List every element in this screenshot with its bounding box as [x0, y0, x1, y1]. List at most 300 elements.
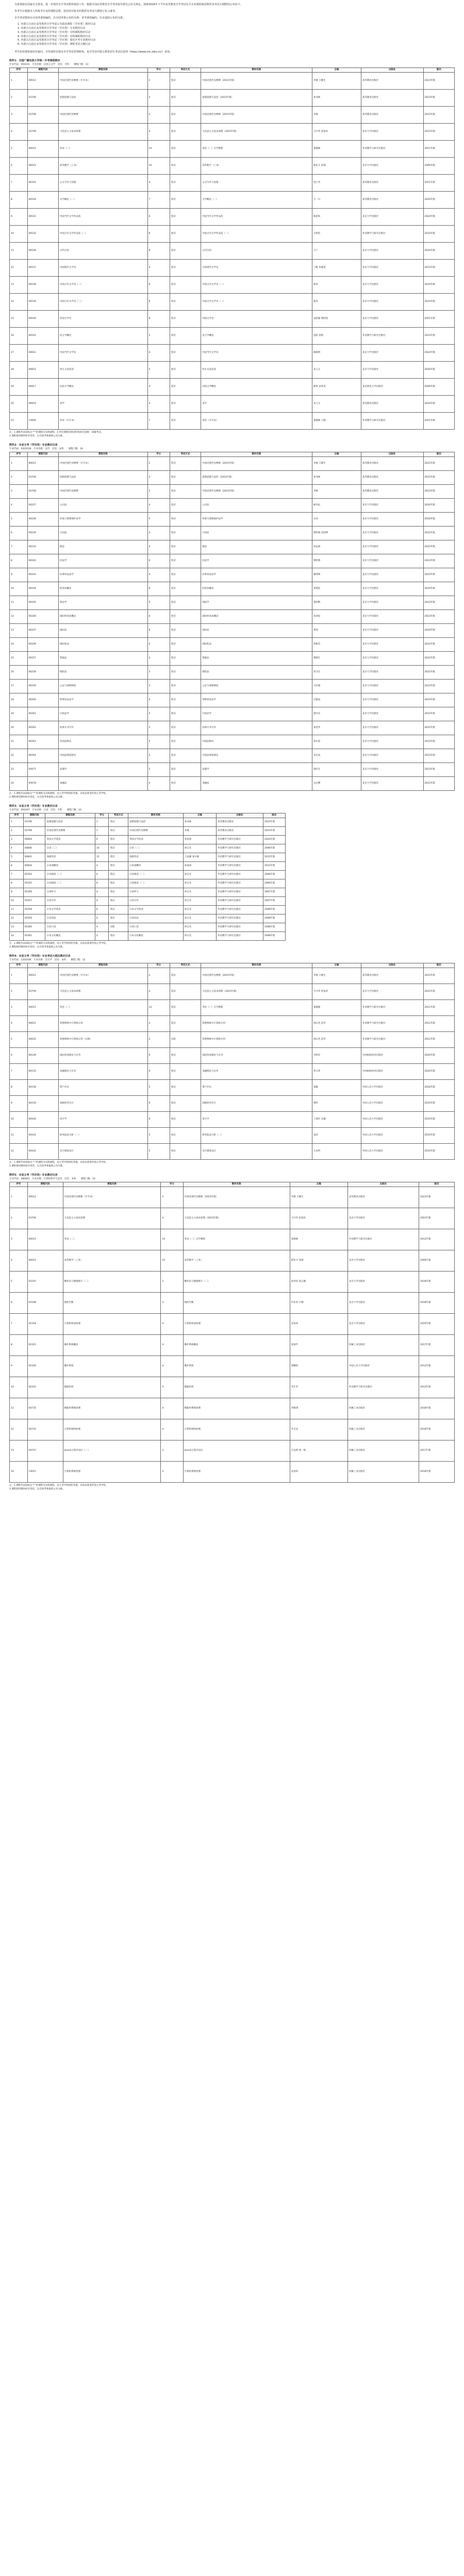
table-cell: 笔试 — [170, 707, 201, 721]
table-cell: 00249 — [27, 638, 58, 652]
table-cell: 北京大学出版社 — [361, 582, 423, 596]
table-cell: 计算机系统原理 — [63, 1462, 161, 1483]
table-cell: 4 — [147, 693, 170, 707]
table-row — [10, 1000, 455, 1016]
table-cell: 04741 — [27, 1419, 63, 1440]
table-row — [10, 1335, 455, 1356]
table-cell: 1 — [10, 1187, 28, 1208]
table-cell: 03706 — [27, 471, 58, 485]
table-cell: 2019年版 — [423, 1096, 454, 1112]
intro-paragraph: 各考生应根据本人所报考专业的课程安排，选用对应版本的教材及考试大纲进行复习备考。 — [14, 9, 118, 13]
column-header: 版次 — [263, 814, 285, 818]
table-cell: 11 — [10, 1398, 28, 1419]
table-cell: 高等数学（工本） — [183, 1250, 290, 1272]
table-row — [10, 1208, 455, 1229]
table-row — [10, 879, 286, 888]
table-cell: 卫兴华 赵家祥 — [290, 1208, 347, 1229]
table-row — [10, 1314, 455, 1335]
table-cell: 3 — [10, 836, 24, 844]
table-row — [10, 485, 455, 499]
table-cell: 数据结构 — [63, 1377, 161, 1398]
table-cell: 00812 — [27, 345, 58, 362]
table-cell: 00844 — [23, 862, 45, 871]
table-cell: 笔试 — [170, 624, 201, 638]
table-cell: 4 — [161, 1335, 183, 1356]
attachment-item: 3. 内蒙古自治区高等教育自学考试（学历类）专科课程教材目录 — [18, 30, 91, 34]
table-cell: 笔试 — [170, 485, 201, 499]
table-cell: 经济法概论 — [58, 582, 147, 596]
table-header-row — [10, 68, 455, 73]
table-cell: 陈惇 孙景尧 — [312, 379, 361, 396]
table-cell: 2024年版 — [423, 582, 454, 596]
table-cell: 笔试 — [170, 209, 201, 226]
table-cell: 2008年版 — [263, 932, 285, 941]
table-row — [10, 596, 455, 610]
table-cell: 日语语法 — [45, 914, 95, 923]
table-cell: 中国人民大学出版社 — [347, 1356, 419, 1377]
table-cell: 外语教学与研究出版社 — [216, 853, 263, 862]
table-cell: 思想道德与法治（2023年版） — [201, 90, 312, 107]
table-cell: 笔试 — [170, 1096, 201, 1112]
table-cell: 6 — [10, 1048, 28, 1064]
section-meta: 专业代码：050101 专业名称：汉语言文学 层次：专科 课程门数：13 — [9, 63, 89, 66]
table-cell: 24 — [10, 777, 28, 791]
table-cell: 王一川 — [312, 192, 361, 209]
table-cell: 王本哲 — [312, 1144, 361, 1160]
table-cell: 00149 — [27, 1048, 58, 1064]
table-cell: 笔试 — [170, 1064, 201, 1080]
table-cell: 张敬源 — [312, 141, 361, 158]
table-cell: 00244 — [27, 582, 58, 596]
table-cell: 6 — [95, 879, 109, 888]
table-cell: 2023年版 — [423, 693, 454, 707]
intro-paragraph: 自学考试教材由全国考委组编的，以全国考委公布的为准；省考委组编的，以本通知公布的为准。 — [14, 16, 126, 20]
table-cell: 00261 — [27, 707, 58, 721]
table-cell: 4 — [95, 923, 109, 932]
table-cell: 4 — [95, 932, 109, 941]
table-cell: 14 — [10, 932, 24, 941]
table-cell: 2022年版 — [423, 721, 454, 735]
table-cell: 4 — [10, 499, 28, 513]
table-cell: 资产评估 — [58, 1080, 147, 1096]
table-row — [10, 1356, 455, 1377]
table-cell: 资产评估 — [201, 1080, 312, 1096]
table-cell: 外语教学与研究出版社 — [361, 328, 423, 345]
table-row — [10, 209, 455, 226]
table-cell: 北京大学出版社 — [361, 666, 423, 680]
table-cell: 英语（二） — [58, 1000, 147, 1016]
table-cell: 孙宗光 — [183, 897, 216, 906]
table-cell: 中国古代文学作品选（一） — [58, 226, 147, 243]
column-header: 学分 — [161, 1182, 183, 1187]
table-cell: 6 — [10, 1293, 28, 1314]
table-cell: 3 — [10, 1229, 28, 1250]
table-cell: 4 — [147, 540, 170, 554]
table-cell: 00531 — [27, 209, 58, 226]
section-notes — [9, 1161, 455, 1168]
table-cell: 中国古代文学史（二） — [58, 294, 147, 311]
table-cell: 机械工业出版社 — [347, 1398, 419, 1419]
table-row — [10, 984, 455, 1000]
table-cell: 2 — [147, 1032, 170, 1048]
table-cell: 05678 — [27, 777, 58, 791]
table-cell: 中国近现代史纲要 — [128, 827, 183, 836]
table-cell: 13 — [10, 277, 28, 294]
table-cell: 饶士奇 — [312, 175, 361, 192]
table-row — [10, 311, 455, 328]
table-cell: 2012年版 — [263, 862, 285, 871]
table-cell: 计算机系统原理 — [183, 1462, 290, 1483]
table-cell: 13015 — [27, 1462, 63, 1483]
table-cell: 日语语法 — [128, 914, 183, 923]
table-cell: 马克思主义基本原理 — [58, 984, 147, 1000]
table-cell: 北京大学出版社 — [361, 345, 423, 362]
table-cell: 中国人民大学出版社 — [361, 1080, 423, 1096]
column-header: 考试方式 — [170, 68, 201, 73]
table-row — [10, 1398, 455, 1419]
table-cell: 00819 — [27, 396, 58, 413]
table-cell: 北京大学出版社 — [347, 1208, 419, 1229]
table-cell: 民法学 — [201, 554, 312, 568]
column-header: 教材名称 — [201, 963, 312, 968]
table-cell: 国际私法 — [58, 638, 147, 652]
table-cell: 03708 — [23, 827, 45, 836]
table-cell: 2007年版 — [263, 897, 285, 906]
column-header: 课程代码 — [23, 814, 45, 818]
table-cell: 05358 — [23, 906, 45, 914]
table-cell: 张琼声 — [290, 1335, 347, 1356]
table-cell: 00840 — [23, 844, 45, 853]
table-cell: 吴志攀 — [312, 777, 361, 791]
table-cell: 刑法学 — [58, 596, 147, 610]
table-cell: 孙宗光 — [183, 923, 216, 932]
note-line: 2.课程使用教材如有变化，以全国考委最新公布为准。 — [9, 435, 65, 438]
table-row — [10, 749, 455, 763]
table-cell: 05360 — [23, 923, 45, 932]
table-cell: 国际贸易理论与实务 — [58, 1048, 147, 1064]
table-cell: 6 — [10, 158, 28, 175]
table-cell: 17 — [10, 680, 28, 693]
table-cell: 10 — [161, 1250, 183, 1272]
table-cell: 02198 — [27, 1293, 63, 1314]
table-cell: 外语教学与研究出版社 — [361, 226, 423, 243]
table-cell: 2023年版 — [423, 707, 454, 721]
table-cell: 税法 — [201, 540, 312, 554]
table-cell: 国际经济法概论 — [201, 610, 312, 624]
table-cell: 2008年版 — [263, 906, 285, 914]
table-cell: 法理学 — [201, 763, 312, 777]
intro-closing: 考生如对教材使用有疑问，可咨询所在盟市自学考试管理机构，也可登录内蒙古教育招生考试信息网（https://www.nm.zsks.cn/）查询。 — [14, 50, 172, 54]
table-cell: 00536 — [27, 243, 58, 260]
section-3 — [9, 805, 455, 950]
table-cell: 2 — [10, 1208, 28, 1229]
table-cell: 周山芙 赵苹 — [312, 1016, 361, 1032]
table-cell: 2023年版 — [423, 457, 454, 471]
table-cell: 10 — [10, 1377, 28, 1398]
table-cell: 00159 — [27, 1096, 58, 1112]
table-cell: 高等教育出版社 — [361, 485, 423, 499]
table-cell: 笔试 — [170, 73, 201, 90]
table-cell: 3 — [147, 652, 170, 666]
table-cell: 笔试 — [170, 90, 201, 107]
table-cell: 袁春风 — [290, 1314, 347, 1335]
table-row — [10, 735, 455, 749]
table-row — [10, 243, 455, 260]
table-cell: 高等教育出版社 — [361, 471, 423, 485]
table-cell: 00264 — [27, 749, 58, 763]
table-cell: 英国文学选读 — [128, 836, 183, 844]
table-cell: 4 — [161, 1356, 183, 1377]
table-cell: 13 — [10, 624, 28, 638]
table-cell: 00538 — [27, 277, 58, 294]
table-cell: 英语（二） — [58, 141, 147, 158]
table-cell: 05356 — [23, 888, 45, 897]
table-cell: 高等教育出版社 — [361, 90, 423, 107]
table-cell: 外语教学与研究出版社 — [361, 1000, 423, 1016]
table-cell: 2024年版 — [423, 345, 454, 362]
table-cell: 笔试 — [170, 1112, 201, 1128]
table-cell: 外语教学与研究出版社 — [216, 923, 263, 932]
table-cell: 方智范 — [312, 226, 361, 243]
table-cell: 笔试 — [170, 1144, 201, 1160]
table-cell: 周旺生 — [312, 763, 361, 777]
table-cell: 北京大学出版社 — [361, 294, 423, 311]
table-cell: 2019年版 — [423, 1112, 454, 1128]
table-cell: 2023年版 — [423, 107, 454, 124]
table-cell: 05354 — [23, 871, 45, 879]
table-cell: 14 — [10, 638, 28, 652]
column-header: 序号 — [10, 814, 24, 818]
table-cell: 高等数学（工本） — [63, 1250, 161, 1272]
table-cell: 经济法概论 — [201, 582, 312, 596]
section-title: 附件2：本省主考（学历类）专业教材目录 — [9, 443, 58, 447]
table-cell: 潘剑锋 — [312, 568, 361, 582]
table-cell: 00537 — [27, 260, 58, 277]
table-cell: 申亚男 卢刚 — [290, 1293, 347, 1314]
table-cell: 6 — [147, 277, 170, 294]
table-cell: 4 — [147, 1016, 170, 1032]
table-cell: 汪建成 — [312, 693, 361, 707]
table-cell: 笔试 — [170, 107, 201, 124]
table-cell: 12 — [10, 1419, 28, 1440]
table-cell: 中国人民大学出版社 — [361, 1112, 423, 1128]
table-cell: 00257 — [27, 652, 58, 666]
table-cell: 公证与律师制度 — [201, 680, 312, 693]
column-header: 版次 — [423, 452, 454, 457]
column-header: 学分 — [95, 814, 109, 818]
table-cell: 2024年版 — [423, 209, 454, 226]
table-cell: 日语阅读（二） — [45, 879, 95, 888]
table-cell: 2017年版 — [419, 1335, 454, 1356]
table-cell: 冷柏军 — [312, 1048, 361, 1064]
table-cell: 日语（二） — [128, 844, 183, 853]
section-title: 附件1：全国广播电视大学统一开考课程教材 — [9, 59, 60, 62]
table-cell: 00246 — [27, 610, 58, 624]
table-cell: 外国法制史 — [58, 735, 147, 749]
table-cell: 00604 — [23, 836, 45, 844]
table-cell: 12 — [10, 1144, 28, 1160]
table-cell: 外语教学与研究出版社 — [216, 879, 263, 888]
table-cell: 03706 — [23, 818, 45, 827]
column-header: 课程代码 — [27, 1182, 63, 1187]
table-cell: 笔试 — [170, 596, 201, 610]
table-row — [10, 294, 455, 311]
table-cell: 00245 — [27, 596, 58, 610]
table-cell: 外语教学与研究出版社 — [347, 1377, 419, 1398]
table-cell: 北京大学出版社 — [361, 707, 423, 721]
table-row — [10, 513, 455, 527]
table-cell: 3 — [161, 1272, 183, 1293]
note-line: 注：1.课程代码前标注“*”的课程为实践课程，由主考学校组织考核，具体安排请咨询主考学校。 — [9, 792, 108, 795]
table-cell: 徐孟洲 — [312, 540, 361, 554]
table-cell: 李全龙 — [290, 1419, 347, 1440]
table-cell: 保险法 — [58, 666, 147, 680]
table-cell: 中国近现代史纲要（2023年版） — [201, 457, 312, 471]
table-cell: 19 — [10, 707, 28, 721]
table-row — [10, 1187, 455, 1208]
table-cell: 外语教学与研究出版社 — [216, 844, 263, 853]
table-cell: 笔试 — [170, 693, 201, 707]
table-row — [10, 836, 286, 844]
table-row — [10, 763, 455, 777]
table-cell: 民事诉讼法学 — [58, 568, 147, 582]
table-cell: 北京大学出版社 — [361, 777, 423, 791]
table-cell: 1 — [10, 73, 28, 90]
attachment-item: 2. 内蒙古自治区高等教育自学考试（学历类）专业教材目录 — [18, 27, 86, 30]
table-cell: 笔试 — [170, 652, 201, 666]
table-cell: 笔试 — [109, 897, 128, 906]
table-cell: 11 — [10, 1128, 28, 1144]
table-cell: 中国近现代史纲要 — [58, 485, 147, 499]
table-cell: 税法 — [58, 540, 147, 554]
table-cell: 北京大学出版社 — [361, 260, 423, 277]
table-cell: 中国财政经济出版社 — [361, 1048, 423, 1064]
table-cell: 2023年版 — [423, 749, 454, 763]
table-cell: 7 — [10, 1314, 28, 1335]
table-cell: 2012年版 — [423, 1016, 454, 1032]
table-cell: 5 — [10, 141, 28, 158]
table-cell: 郭明瑞 房绍坤 — [312, 527, 361, 540]
table-cell: 张伯香 — [183, 836, 216, 844]
table-cell: 16 — [10, 666, 28, 680]
table-cell: 孙宗光 — [183, 914, 216, 923]
table-cell: 北京大学出版社 — [361, 721, 423, 735]
table-cell: 6 — [10, 862, 24, 871]
table-cell: 日本文学选读 — [45, 906, 95, 914]
table-cell: 00529 — [27, 192, 58, 209]
table-cell: 5 — [147, 735, 170, 749]
table-cell: 4 — [161, 1377, 183, 1398]
table-cell: 外语教学与研究出版社 — [216, 888, 263, 897]
table-cell: 陈兆斗 高瑞 — [290, 1250, 347, 1272]
table-cell: 00012 — [27, 73, 58, 90]
table-row — [10, 379, 455, 396]
table-cell: 北京大学出版社 — [361, 610, 423, 624]
table-cell: 思想道德与法治 — [58, 90, 147, 107]
table-cell: 00230 — [27, 527, 58, 540]
table-cell: 3 — [95, 818, 109, 827]
table-cell: 03706 — [27, 90, 58, 107]
table-cell: 中国近现代史纲要（2023年版） — [183, 1187, 290, 1208]
table-cell: 中国近现代史纲要（2023年版） — [201, 73, 312, 90]
table-row — [10, 1250, 455, 1272]
table-cell: 高等数学（工本） — [58, 158, 147, 175]
table-cell: 2023年版 — [423, 260, 454, 277]
table-cell: 张敬源 — [312, 1000, 361, 1016]
table-cell: 李雁翎 — [290, 1398, 347, 1419]
table-cell: 北京大学出版社 — [347, 1314, 419, 1335]
table-cell: 黄瑶 — [312, 624, 361, 638]
table-cell: 23 — [10, 763, 28, 777]
table-cell: 00242 — [27, 554, 58, 568]
table-cell: 郭明瑞 — [312, 554, 361, 568]
table-cell: 外国法制史 — [201, 735, 312, 749]
note-line: 注：1.课程代码前标注“*”的课程为实践课程，由主考学校组织考核，具体安排请咨询主考学校。 — [9, 942, 108, 945]
table-cell: 2020年版 — [423, 1064, 454, 1080]
table-cell: 00228 — [27, 513, 58, 527]
table-cell: 高等教育出版社 — [361, 457, 423, 471]
table-cell: 00541 — [27, 328, 58, 345]
table-cell: 中国人民大学出版社 — [361, 1144, 423, 1160]
column-header: 版次 — [419, 1182, 454, 1187]
table-cell: 笔试 — [170, 763, 201, 777]
table-cell: 6 — [95, 914, 109, 923]
table-cell: 刑事诉讼法学 — [201, 693, 312, 707]
table-cell: 7 — [10, 871, 24, 879]
table-cell: 日语口语 — [128, 923, 183, 932]
table-cell: 20 — [10, 721, 28, 735]
table-cell: 00247 — [27, 624, 58, 638]
table-cell: 中国近现代史纲要（2023年版） — [201, 107, 312, 124]
table-cell: 8 — [10, 554, 28, 568]
table-cell: 8 — [10, 192, 28, 209]
table-row — [10, 1229, 455, 1250]
table-cell: 10 — [10, 897, 24, 906]
table-cell: 朱立元 — [312, 362, 361, 379]
table-cell: 笔试 — [109, 836, 128, 844]
table-cell: 笔试 — [170, 396, 201, 413]
table-row — [10, 141, 455, 158]
table-cell: 2023年版 — [423, 328, 454, 345]
table-cell: 00258 — [27, 666, 58, 680]
table-cell: 2006年版 — [263, 871, 285, 879]
table-cell: 笔试 — [170, 141, 201, 158]
table-cell: 北京大学出版社 — [361, 749, 423, 763]
table-cell: 6 — [147, 624, 170, 638]
table-cell: 5 — [10, 513, 28, 527]
section-5 — [9, 1174, 455, 1492]
table-cell: 2006年版 — [423, 158, 454, 175]
table-cell: 审计学 — [58, 1112, 147, 1128]
table-cell: 05357 — [23, 897, 45, 906]
table-row — [10, 1064, 455, 1080]
table-row — [10, 226, 455, 243]
table-cell: 日语听力 — [128, 888, 183, 897]
table-cell: 3 — [147, 90, 170, 107]
column-header: 出版社 — [361, 452, 423, 457]
table-cell: 北京师范大学出版社 — [361, 379, 423, 396]
table-cell: 2023年版 — [423, 638, 454, 652]
table-cell: 2006年版 — [423, 379, 454, 396]
table-row — [10, 666, 455, 680]
table-cell: 笔试 — [109, 906, 128, 914]
table-cell: 北京大学出版社 — [361, 124, 423, 141]
table-row — [10, 680, 455, 693]
table-cell: 中国近现代史纲要 — [45, 827, 95, 836]
table-cell: 笔试 — [170, 735, 201, 749]
table-cell: 03709 — [27, 1208, 63, 1229]
table-cell: 笔试 — [170, 158, 201, 175]
